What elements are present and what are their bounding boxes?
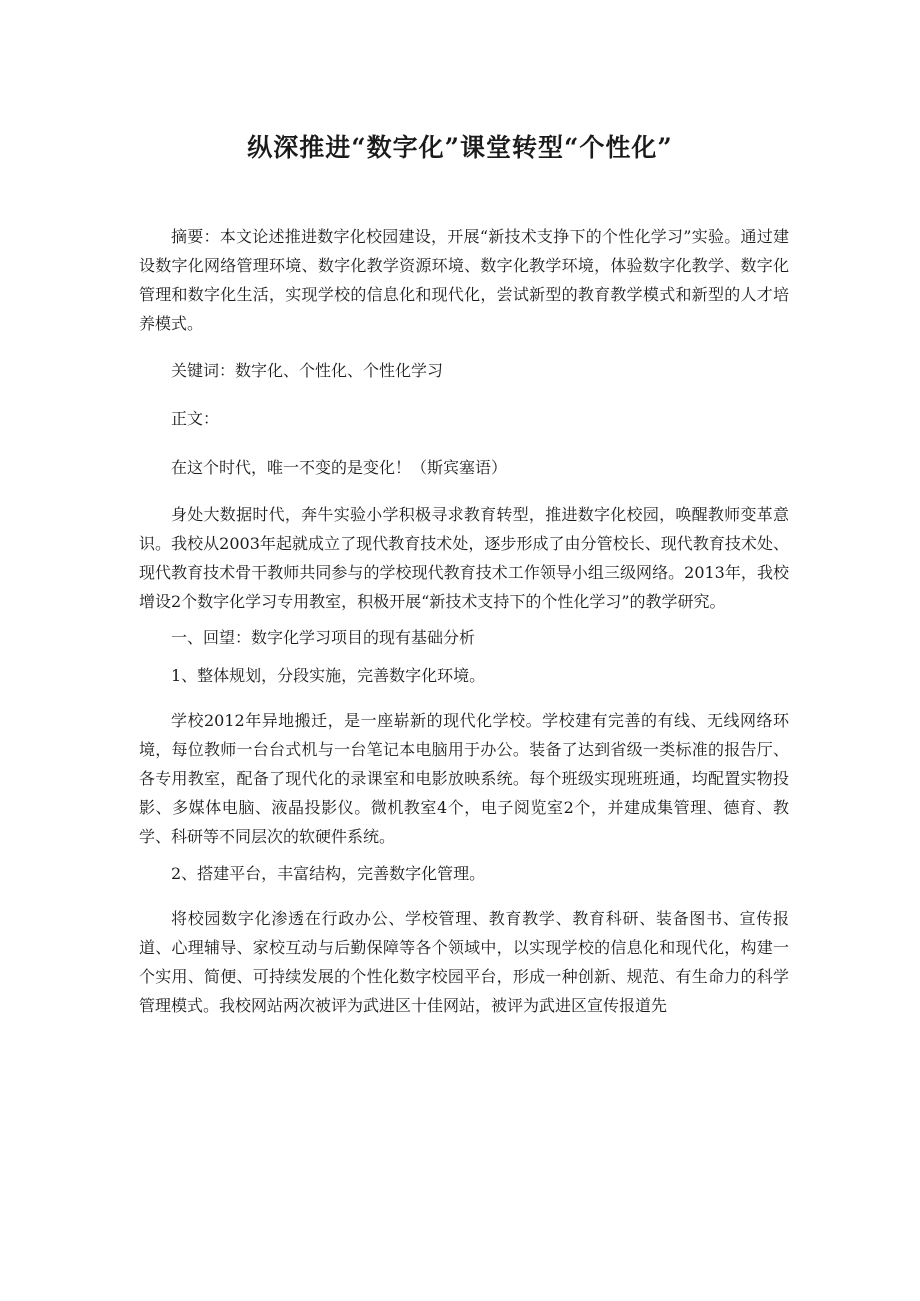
subsection-heading-1: 1、整体规划，分段实施，完善数字化环境。 — [171, 666, 486, 685]
intro-paragraph: 身处大数据时代，奔牛实验小学积极寻求教育转型，推进数字化校园，唤醒教师变革意识。我校从2003年起就成立了现代教育技术处，逐步形成了由分管校长、现代教育技术处、现代教育技术骨干教师共同参与的学校现代教育技术工作领导小组三级网络。2013年，我校增设2个数字化学习专用教室，积极开展“新技术支持下的个性化学习”的教学研究。 — [139, 505, 789, 611]
section-heading-1: 一、回望：数字化学习项目的现有基础分析 — [171, 628, 476, 647]
abstract-paragraph: 摘要：本文论述推进数字化校园建设，开展“新技术支挣下的个性化学习”实验。通过建设数字化网络管理环境、数字化教学资源环境、数字化教学环境，体验数字化教学、数字化管理和数字化生活，实现学校的信息化和现代化，尝试新型的教育教学模式和新型的人才培养模式。 — [139, 227, 789, 333]
document-body — [139, 222, 789, 1020]
body-paragraph-2: 将校园数字化渗透在行政办公、学校管理、教育教学、教育科研、装备图书、宣传报道、心理辅导、家校互动与后勤保障等各个领域中，以实现学校的信息化和现代化，构建一个实用、简便、可持续发展的个性化数字校园平台，形成一种创新、规范、有生命力的科学管理模式。我校网站两次被评为武进区十佳网站，被评为武进区宣传报道先 — [139, 909, 789, 1015]
keywords-paragraph: 关键词：数字化、个性化、个性化学习 — [171, 361, 444, 380]
body-paragraph-1: 学校2012年异地搬迁，是一座崭新的现代化学校。学校建有完善的有线、无线网络环境，每位教师一台台式机与一台笔记本电脑用于办公。装备了达到省级一类标准的报告厅、各专用教室，配备了现代化的录课室和电影放映系统。每个班级实现班班通，均配置实物投影、多媒体电脑、液晶投影仪。微机教室4个，电子阅览室2个，并建成集管理、德育、教学、科研等不同层次的软硬件系统。 — [139, 711, 789, 846]
quote-paragraph: 在这个时代，唯一不变的是变化！（斯宾塞语） — [171, 458, 508, 477]
main-text-label: 正文： — [171, 409, 220, 428]
subsection-heading-2: 2、搭建平台，丰富结构，完善数字化管理。 — [171, 864, 486, 883]
document-title: 纵深推进“数字化”课堂转型“个性化” — [247, 133, 673, 162]
